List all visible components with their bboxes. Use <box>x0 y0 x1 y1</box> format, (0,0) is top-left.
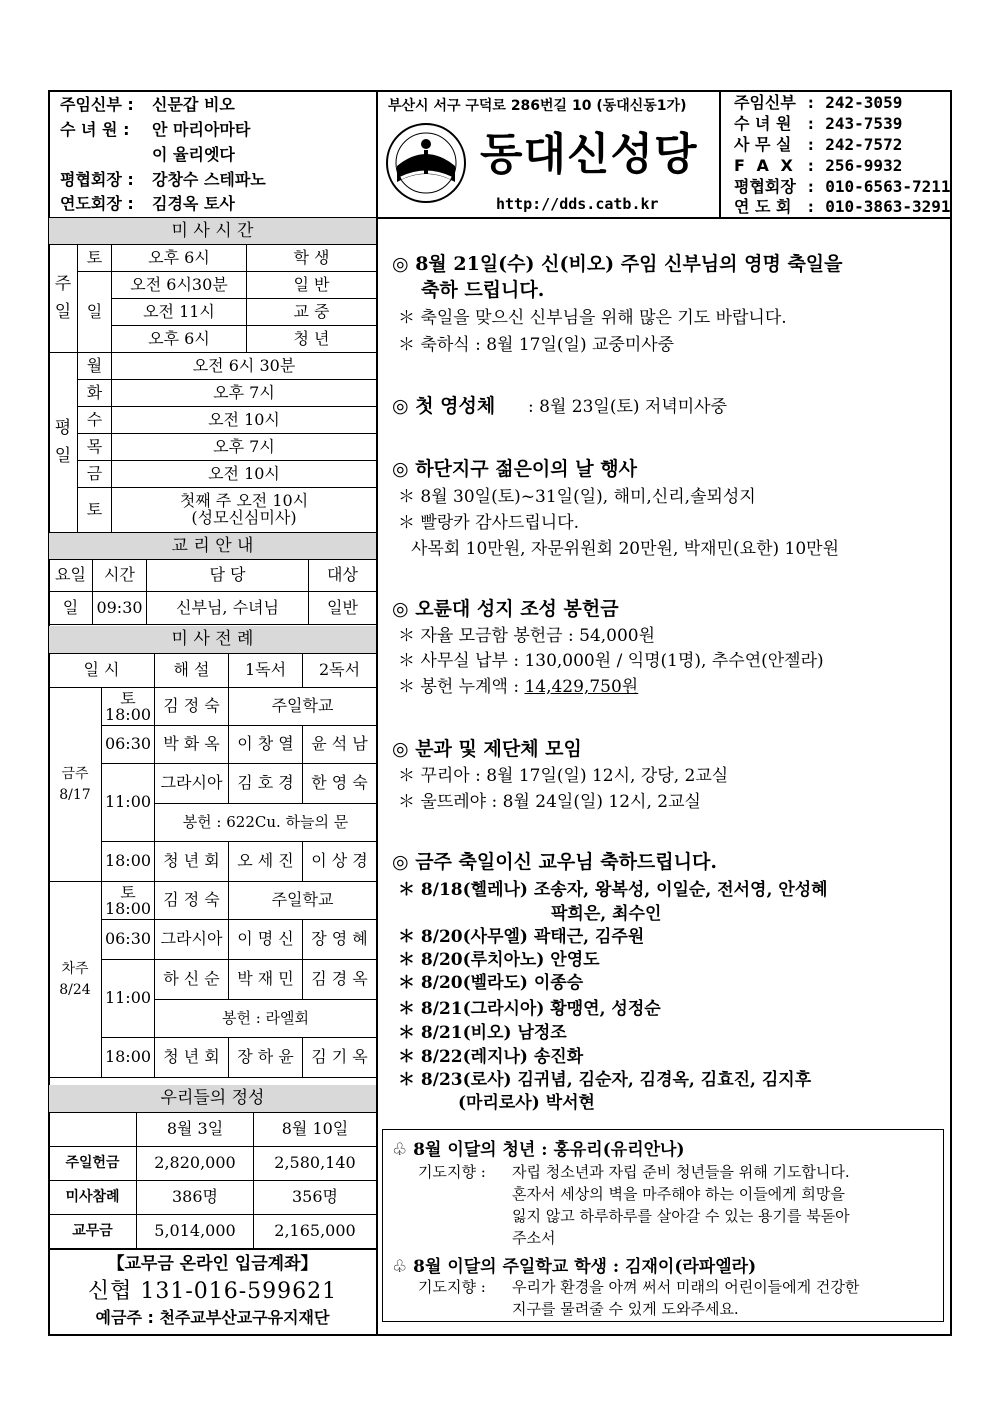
reading1: 박 재 민 <box>229 960 303 1000</box>
yeondo-label: 연도회장 : <box>60 194 134 213</box>
contact-yeondo-phone: : 010-3863-3291 <box>806 197 951 216</box>
catechism-target: 일반 <box>309 592 377 625</box>
catechism-time: 09:30 <box>93 592 147 625</box>
offering-group: 봉헌 : 라엘회 <box>155 1000 377 1038</box>
contact-council-label: 평협회장 <box>734 177 796 196</box>
sunday-time-1: 오후 6시 <box>112 245 247 272</box>
contact-pastor-phone: : 242-3059 <box>806 93 903 112</box>
sat-day: 토 <box>120 688 136 708</box>
commentary: 청 년 회 <box>155 1038 229 1078</box>
weekday-time: 오전 6시 30분 <box>112 353 377 380</box>
reading1: 김 호 경 <box>229 764 303 804</box>
feast-line: ＊ 8/20(사무엘) 곽태근, 김주원 <box>398 927 645 947</box>
feast-line: (마리로사) 박서현 <box>458 1093 595 1113</box>
catechism-header-time: 시간 <box>93 560 147 592</box>
reading2: 한 영 숙 <box>303 764 377 804</box>
offerings-title: 우리들의 정성 <box>160 1088 265 1108</box>
church-logo-icon <box>385 122 467 204</box>
reading2: 장 영 혜 <box>303 920 377 960</box>
this-week-cell <box>49 688 102 882</box>
notice-line: ＊ 축일을 맞으신 신부님을 위해 많은 기도 바랍니다. <box>398 308 787 328</box>
liturgy-title: 미 사 전 례 <box>171 629 254 649</box>
student-prayer-label: 기도지향 : <box>418 1278 486 1296</box>
commentary: 김 정 숙 <box>155 688 229 726</box>
student-title: ♧ 8월 이달의 주일학교 학생 : 김재이(라파엘라) <box>392 1257 757 1277</box>
mass-times-table <box>48 244 377 533</box>
weekday-day: 화 <box>78 380 112 407</box>
catechism-table <box>48 559 377 625</box>
bank-holder: 예금주 : 천주교부산교구유지재단 <box>95 1308 330 1327</box>
weekday-day: 금 <box>78 461 112 488</box>
sunday-group-1: 학 생 <box>247 245 377 272</box>
liturgy-header-reading2: 2독서 <box>303 654 377 688</box>
notice-line: ＊ 꾸리아 : 8월 17일(일) 12시, 강당, 2교실 <box>398 766 729 786</box>
notice-title-tail: : 8월 23일(토) 저녁미사중 <box>528 397 728 417</box>
church-url[interactable]: http://dds.catb.kr <box>496 195 659 213</box>
total-label: ＊ 봉헌 누계액 : <box>398 677 525 697</box>
mass-time: 18:00 <box>102 842 155 882</box>
next-week-date: 8/24 <box>59 981 91 998</box>
student-prayer-line: 우리가 환경을 아껴 써서 미래의 어린이들에게 건강한 <box>512 1278 860 1296</box>
feast-line: ＊ 8/23(로사) 김귀념, 김순자, 김경옥, 김효진, 김지후 <box>398 1070 812 1090</box>
sat-time: 18:00 <box>104 704 152 724</box>
feast-line: ＊ 8/22(레지나) 송진화 <box>398 1047 584 1067</box>
liturgy-header-commentary: 해 설 <box>155 654 229 688</box>
sunday-group-3: 교 중 <box>247 299 377 326</box>
mass-time: 11:00 <box>102 960 155 1038</box>
contact-office-label: 사 무 실 <box>734 135 792 154</box>
church-name: 동대신성당 <box>480 129 698 180</box>
sunday-label: 주일 <box>49 245 78 353</box>
catechism-title: 교 리 안 내 <box>171 536 254 556</box>
reading2: 김 기 옥 <box>303 1038 377 1078</box>
notice-line: ＊ 울뜨레야 : 8월 24일(일) 12시, 2교실 <box>398 792 701 812</box>
youth-prayer-label: 기도지향 : <box>418 1163 486 1181</box>
reading-joint: 주일학교 <box>229 688 377 726</box>
notice-line: ＊ 8월 30일(토)~31일(일), 해미,신리,솔뫼성지 <box>398 487 756 507</box>
convent-label: 수 녀 원 : <box>60 120 130 139</box>
contact-fax-label: F A X <box>734 156 796 175</box>
next-week-cell <box>49 882 102 1078</box>
notice-title: ◎ 오륜대 성지 조성 봉헌금 <box>392 598 619 620</box>
church-address: 부산시 서구 구덕로 286번길 10 (동대신동1가) <box>388 98 687 114</box>
offerings-col-2: 8월 10일 <box>254 1113 377 1147</box>
mass-times-title: 미 사 시 간 <box>171 221 254 241</box>
offering-value: 5,014,000 <box>137 1215 254 1249</box>
feast-line: 팍희은, 최수인 <box>551 904 662 924</box>
offerings-corner <box>49 1113 137 1147</box>
notice-line <box>398 672 638 697</box>
feast-line: ＊ 8/18(헬레나) 조송자, 왕복성, 이일순, 전서영, 안성혜 <box>398 880 828 900</box>
catechism-leader: 신부님, 수녀님 <box>147 592 309 625</box>
header-divider-right <box>719 90 721 217</box>
reading1: 이 창 열 <box>229 726 303 764</box>
sunday-day-sun: 일 <box>78 272 112 353</box>
notice-line: ＊ 축하식 : 8월 17일(일) 교중미사중 <box>398 335 675 355</box>
notice-title: ◎ 8월 21일(수) 신(비오) 주임 신부님의 영명 축일을 <box>392 253 843 275</box>
offering-value: 2,820,000 <box>137 1147 254 1181</box>
this-week-sat-time <box>102 688 155 726</box>
reading1: 이 명 신 <box>229 920 303 960</box>
commentary: 그라시아 <box>155 764 229 804</box>
youth-title: ♧ 8월 이달의 청년 : 홍유리(유리안나) <box>392 1140 685 1160</box>
youth-prayer-line: 주소서 <box>512 1229 556 1247</box>
contact-yeondo-label: 연 도 회 <box>734 197 792 216</box>
notice-line: 사목회 10만원, 자문위원회 20만원, 박재민(요한) 10만원 <box>411 539 840 559</box>
offering-row-label: 주일헌금 <box>49 1147 137 1181</box>
weekday-day: 토 <box>78 488 112 533</box>
liturgy-header-datetime: 일 시 <box>49 654 155 688</box>
sat-time: 첫째 주 오전 10시 <box>179 491 309 511</box>
notice-line: ＊ 빨랑카 감사드립니다. <box>398 513 580 533</box>
next-week-sat-time <box>102 882 155 920</box>
pastor-label: 주임신부 : <box>60 95 134 114</box>
sunday-time-4: 오후 6시 <box>112 326 247 353</box>
mass-time: 18:00 <box>102 1038 155 1078</box>
youth-prayer-line: 자립 청소년과 자립 준비 청년들을 위해 기도합니다. <box>512 1163 850 1181</box>
contact-office-phone: : 242-7572 <box>806 135 903 154</box>
reading1: 오 세 진 <box>229 842 303 882</box>
student-prayer-line: 지구를 물려줄 수 있게 도와주세요. <box>512 1300 739 1318</box>
sunday-group-2: 일 반 <box>247 272 377 299</box>
mass-time: 11:00 <box>102 764 155 842</box>
feast-line: ＊ 8/20(벨라도) 이종승 <box>398 973 584 993</box>
sister-name-1: 안 마리아마타 <box>152 120 251 139</box>
reading-joint: 주일학교 <box>229 882 377 920</box>
weekday-day: 목 <box>78 434 112 461</box>
weekday-day: 월 <box>78 353 112 380</box>
liturgy-table <box>48 653 377 1078</box>
catechism-day: 일 <box>49 592 93 625</box>
offering-value: 356명 <box>254 1181 377 1215</box>
commentary: 박 화 옥 <box>155 726 229 764</box>
catechism-header-leader: 담 당 <box>147 560 309 592</box>
commentary: 그라시아 <box>155 920 229 960</box>
offering-value: 2,580,140 <box>254 1147 377 1181</box>
header-divider-left <box>376 90 378 217</box>
offering-value: 2,165,000 <box>254 1215 377 1249</box>
sunday-group-4: 청 년 <box>247 326 377 353</box>
liturgy-header-reading1: 1독서 <box>229 654 303 688</box>
weekday-time: 오전 10시 <box>112 461 377 488</box>
bank-title: 【교무금 온라인 입금계좌】 <box>107 1254 318 1274</box>
this-week-date: 8/17 <box>59 786 91 803</box>
mass-time: 06:30 <box>102 726 155 764</box>
notice-line: ＊ 자율 모금함 봉헌금 : 54,000원 <box>398 626 656 646</box>
offering-row-label: 미사참례 <box>49 1181 137 1215</box>
offering-value: 386명 <box>137 1181 254 1215</box>
notice-title: ◎ 금주 축일이신 교우님 축하드립니다. <box>392 851 717 873</box>
council-label: 평협회장 : <box>60 170 134 189</box>
feast-line: ＊ 8/21(비오) 남정조 <box>398 1023 567 1043</box>
yeondo-name: 김경옥 토사 <box>152 194 235 213</box>
contact-fax-number: : 256-9932 <box>806 156 903 175</box>
pastor-name: 신문갑 비오 <box>152 95 235 114</box>
weekday-time: 오후 7시 <box>112 380 377 407</box>
sunday-day-sat: 토 <box>78 245 112 272</box>
offerings-col-1: 8월 3일 <box>137 1113 254 1147</box>
weekday-time: 오후 7시 <box>112 434 377 461</box>
reading1: 장 하 윤 <box>229 1038 303 1078</box>
catechism-header-day: 요일 <box>49 560 93 592</box>
weekday-day: 수 <box>78 407 112 434</box>
weekday-time-sat <box>112 488 377 533</box>
offerings-table <box>48 1112 377 1249</box>
contact-council-phone: : 010-6563-7211 <box>806 177 951 196</box>
notice-line: ＊ 사무실 납부 : 130,000원 / 익명(1명), 추수연(안젤라) <box>398 651 824 671</box>
feast-line: ＊ 8/21(그라시아) 황맹연, 성정순 <box>398 999 661 1019</box>
youth-prayer-line: 혼자서 세상의 벽을 마주해야 하는 이들에게 희망을 <box>512 1185 845 1203</box>
reading2: 김 경 옥 <box>303 960 377 1000</box>
council-name: 강창수 스테파노 <box>152 170 266 189</box>
next-week-label: 차주 <box>61 960 89 977</box>
reading2: 윤 석 남 <box>303 726 377 764</box>
sat-day: 토 <box>120 882 136 902</box>
contact-convent-phone: : 243-7539 <box>806 114 903 133</box>
sunday-time-2: 오전 6시30분 <box>112 272 247 299</box>
weekday-time: 오전 10시 <box>112 407 377 434</box>
sister-name-2: 이 율리엣다 <box>152 145 235 164</box>
mass-time: 06:30 <box>102 920 155 960</box>
commentary: 청 년 회 <box>155 842 229 882</box>
reading2: 이 상 경 <box>303 842 377 882</box>
notice-title-cont: 축하 드립니다. <box>421 279 545 301</box>
commentary: 하 신 순 <box>155 960 229 1000</box>
contact-convent-label: 수 녀 원 <box>734 114 792 133</box>
this-week-label: 금주 <box>61 765 89 782</box>
notice-title: ◎ 분과 및 제단체 모임 <box>392 738 582 760</box>
weekday-label: 평일 <box>49 353 78 533</box>
feast-line: ＊ 8/20(루치아노) 안영도 <box>398 950 600 970</box>
notice-title: ◎ 하단지구 젊은이의 날 행사 <box>392 458 637 480</box>
sat-note: (성모신심미사) <box>191 508 297 527</box>
catechism-header-target: 대상 <box>309 560 377 592</box>
notice-title: ◎ 첫 영성체 <box>392 395 496 417</box>
sunday-time-3: 오전 11시 <box>112 299 247 326</box>
youth-prayer-line: 잃지 않고 하루하루를 살아갈 수 있는 용기를 북돋아 <box>512 1207 850 1225</box>
contact-pastor-label: 주임신부 <box>734 93 796 112</box>
commentary: 김 정 숙 <box>155 882 229 920</box>
total-value: 14,429,750원 <box>524 677 639 697</box>
sat-time: 18:00 <box>104 898 152 918</box>
offering-row-label: 교무금 <box>49 1215 137 1249</box>
offering-group: 봉헌 : 622Cu. 하늘의 문 <box>155 804 377 842</box>
bank-account: 신협 131-016-599621 <box>87 1279 338 1304</box>
